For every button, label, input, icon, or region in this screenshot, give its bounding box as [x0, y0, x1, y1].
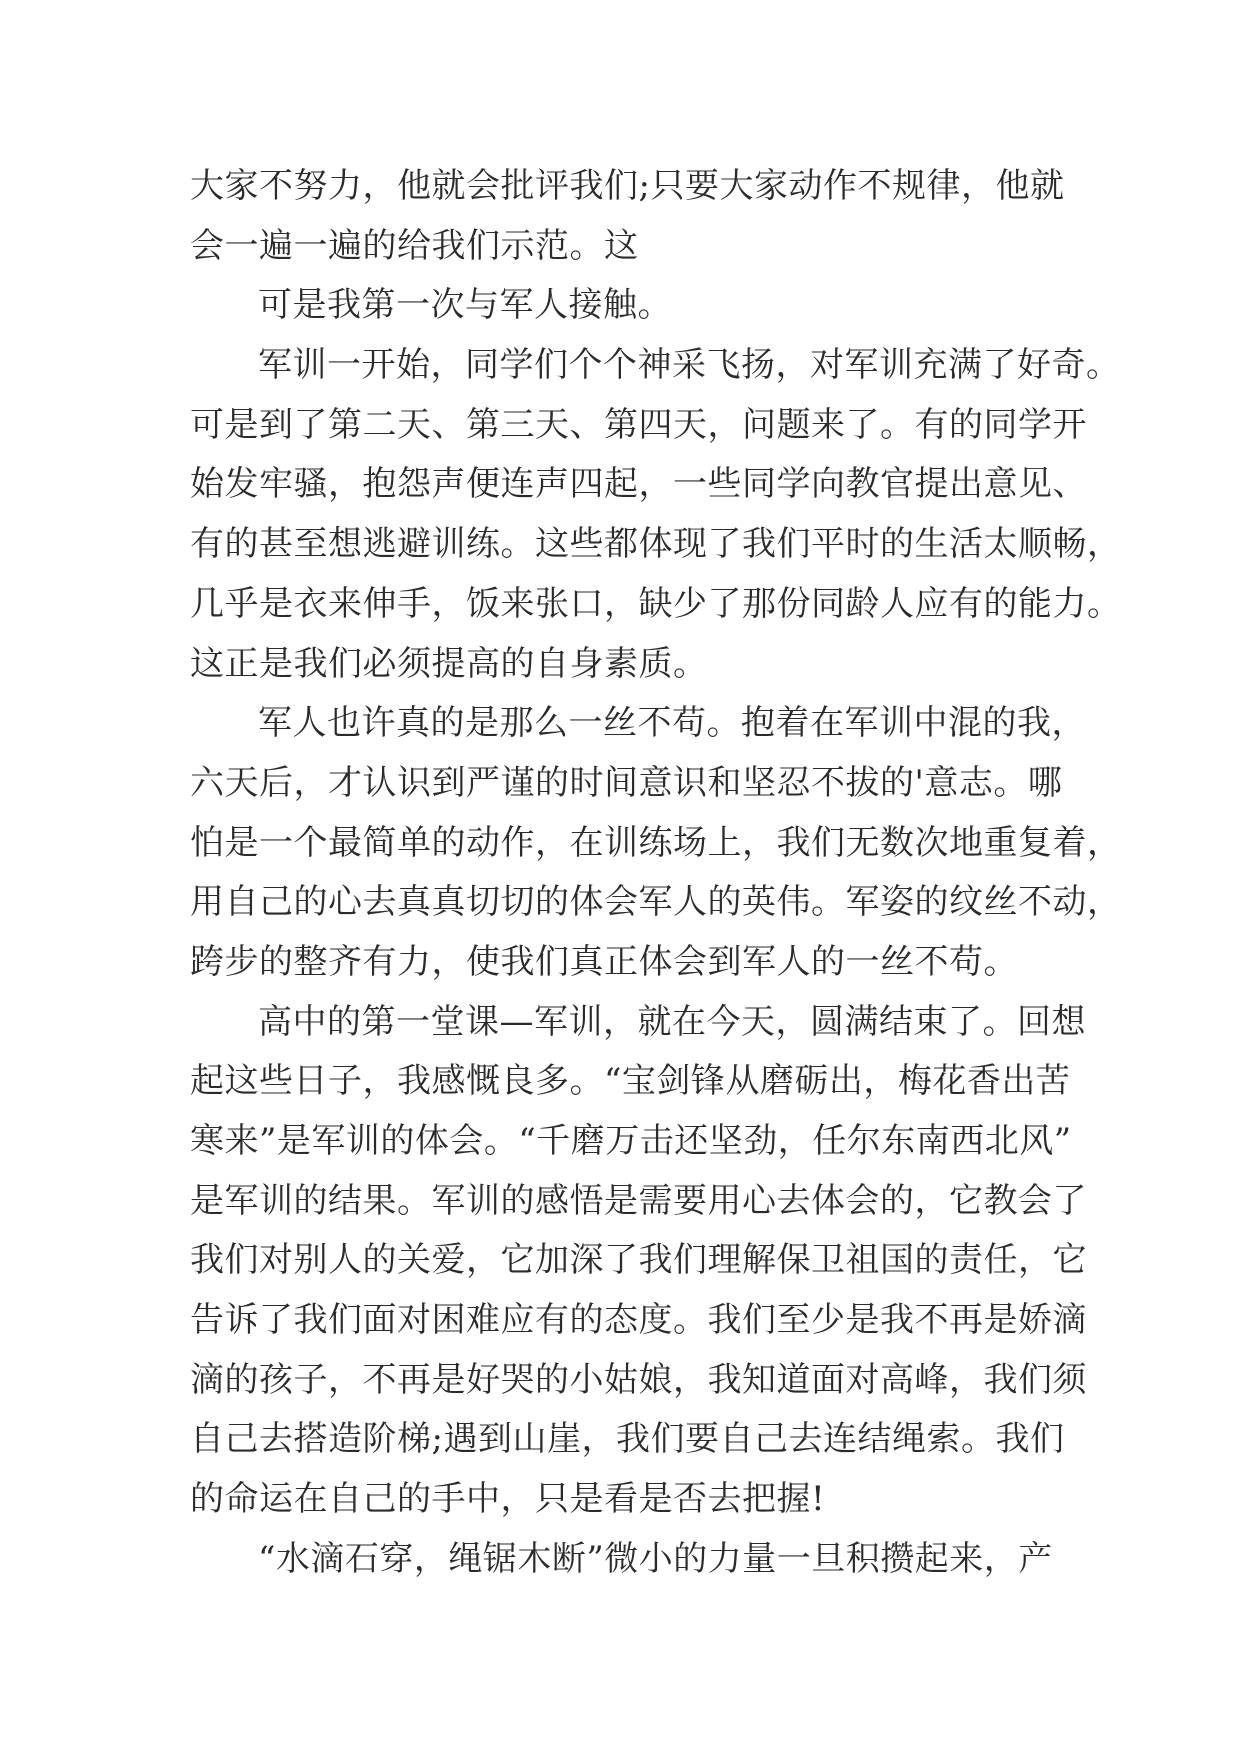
- text-line: 始发牢骚，抱怨声便连声四起，一些同学向教官提出意见、: [190, 464, 1087, 505]
- text-line: 寒来”是军训的体会。“千磨万击还坚劲，任尔东南西北风”: [190, 1121, 1072, 1161]
- text-line: 高中的第一堂课—军训，就在今天，圆满结束了。回想: [258, 1001, 1086, 1042]
- text-line: 用自己的心去真真切切的体会军人的英伟。军姿的纹丝不动，: [190, 882, 1122, 923]
- text-line: 军人也许真的是那么一丝不苟。抱着在军训中混的我，: [258, 703, 1086, 744]
- text-line: 几乎是衣来伸手，饭来张口，缺少了那份同龄人应有的能力。: [190, 583, 1122, 624]
- text-line: 六天后，才认识到严谨的时间意识和坚忍不拔的'意志。哪: [190, 762, 1063, 803]
- text-line: 是军训的结果。军训的感悟是需要用心去体会的，它教会了: [190, 1180, 1087, 1221]
- text-line: 可是我第一次与军人接触。: [258, 285, 672, 326]
- text-line: 我们对别人的关爱，它加深了我们理解保卫祖国的责任，它: [190, 1240, 1087, 1281]
- text-line: 自己去搭造阶梯;遇到山崖，我们要自己去连结绳索。我们: [190, 1419, 1065, 1460]
- text-line: 怕是一个最简单的动作，在训练场上，我们无数次地重复着，: [190, 822, 1122, 863]
- text-line: 会一遍一遍的给我们示范。这: [190, 225, 639, 266]
- body-text: [190, 157, 1122, 1590]
- text-line: 跨步的整齐有力，使我们真正体会到军人的一丝不苟。: [190, 941, 1018, 982]
- text-line: 的命运在自己的手中，只是看是否去把握!: [190, 1479, 826, 1520]
- text-line: “水滴石穿，绳锯木断”微小的力量一旦积攒起来，产: [258, 1538, 1053, 1579]
- text-line: 可是到了第二天、第三天、第四天，问题来了。有的同学开: [190, 404, 1087, 445]
- text-line: 这正是我们必须提高的自身素质。: [190, 643, 708, 684]
- text-line: 告诉了我们面对困难应有的态度。我们至少是我不再是娇滴: [190, 1300, 1087, 1341]
- text-line: 滴的孩子，不再是好哭的小姑娘，我知道面对高峰，我们须: [190, 1359, 1087, 1400]
- text-line: 有的甚至想逃避训练。这些都体现了我们平时的生活太顺畅，: [190, 524, 1122, 565]
- text-line: 大家不努力，他就会批评我们;只要大家动作不规律，他就: [190, 166, 1065, 206]
- text-line: 起这些日子，我感慨良多。“宝剑锋从磨砺出，梅花香出苦: [190, 1061, 1071, 1102]
- text-line: 军训一开始，同学们个个神采飞扬，对军训充满了好奇。: [258, 345, 1121, 386]
